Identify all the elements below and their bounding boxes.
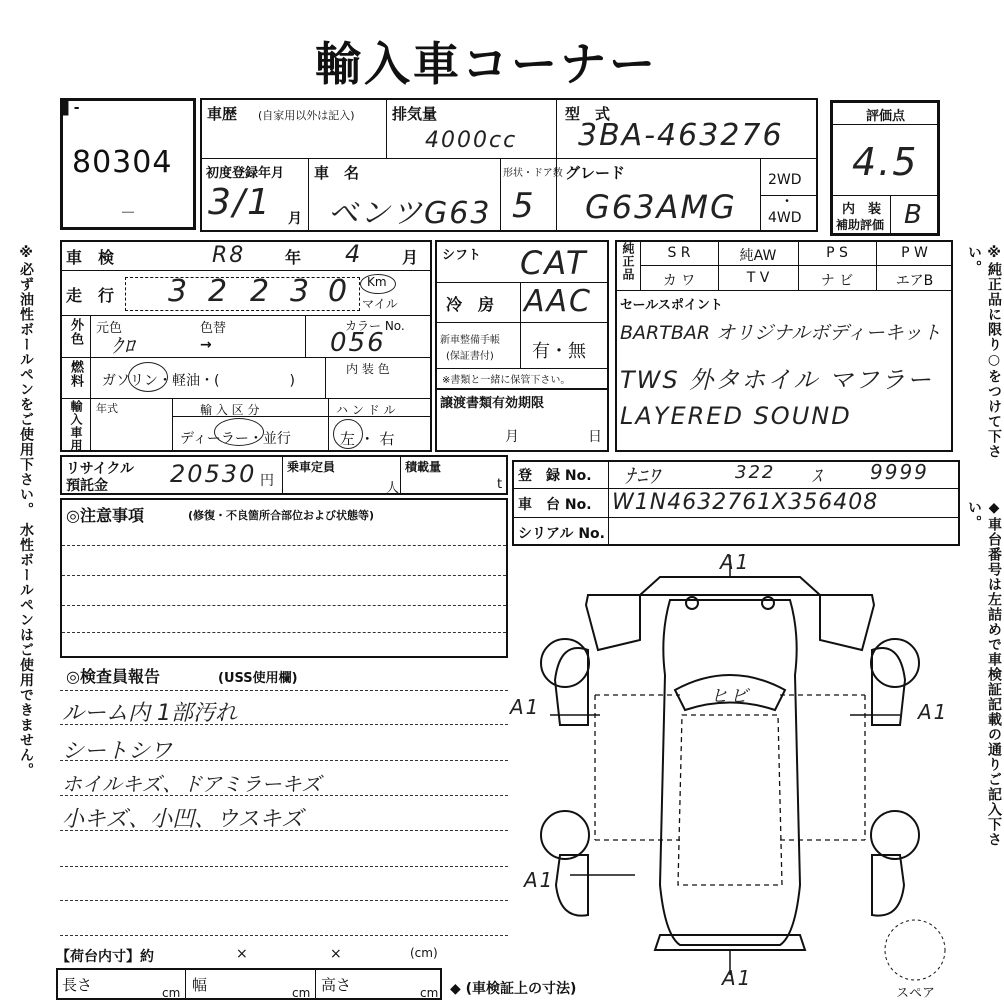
ac-value: AAC xyxy=(524,284,592,319)
lot-dash: － xyxy=(120,203,137,222)
mileage-digit-1: 3 xyxy=(168,274,190,309)
recycle-label-1: リサイクル xyxy=(66,461,135,477)
shift-label: シフト xyxy=(442,248,482,263)
car-diagram xyxy=(520,555,960,985)
sales-points-label: セールスポイント xyxy=(620,298,723,313)
interior-color-label: 内 装 色 xyxy=(346,362,390,376)
front-bumper xyxy=(640,577,820,595)
page-title: 輸入車コーナー xyxy=(315,37,658,91)
transfer-doc-label: 譲渡書類有効期限 xyxy=(440,396,545,411)
inspection-month-unit: 月 xyxy=(402,248,419,267)
reg-part-2: 322 xyxy=(735,462,776,483)
interior-label-1: 内 装 xyxy=(842,202,882,217)
headlight-left xyxy=(686,597,698,609)
mileage-label: 走 行 xyxy=(66,286,115,305)
model-type-value: 3BA-463276 xyxy=(578,118,784,153)
left-rear-panel xyxy=(556,855,588,916)
reg-part-4: 9999 xyxy=(870,460,929,484)
history-label: 車歴 xyxy=(207,105,238,123)
import-year-label: 年式 xyxy=(96,402,118,415)
lot-corner-mark: ▌- xyxy=(63,100,80,116)
exterior-label: 外色 xyxy=(68,318,83,346)
car-name-label: 車 名 xyxy=(314,164,360,182)
right-side-panel xyxy=(820,595,874,650)
mileage-digit-5: 0 xyxy=(328,274,350,309)
displacement-label: 排気量 xyxy=(392,105,438,123)
equip-leather: カ ワ xyxy=(662,273,696,289)
wheel-rear-right xyxy=(871,811,919,859)
equipment-label: 純正品 xyxy=(621,242,635,281)
grade-value: G63AMG xyxy=(585,188,737,226)
handle-label: ハ ン ド ル xyxy=(336,403,396,417)
car-name-value: ベンツG63 xyxy=(328,196,492,231)
drive-4wd: 4WD xyxy=(768,210,802,226)
chassis-label: 車 台 No. xyxy=(518,497,592,513)
lot-number: 80304 xyxy=(72,145,173,180)
chassis-value: W1N4632761X356408 xyxy=(612,490,879,515)
doors-value: 5 xyxy=(512,186,536,226)
dims-note: ◆ (車検証上の寸法) xyxy=(450,981,577,997)
left-side-panel xyxy=(586,595,640,650)
inspection-year-unit: 年 xyxy=(285,248,302,267)
wheel-rear-left xyxy=(541,811,589,859)
sales-point-1: BARTBAR オリジナルボディーキット xyxy=(620,322,942,344)
handle-left-circle xyxy=(333,419,363,449)
headlight-right xyxy=(762,597,774,609)
spare-tire xyxy=(885,920,945,980)
inspector-line-4: 小キズ、小凹、ウスキズ xyxy=(62,807,304,832)
right-rear-panel xyxy=(872,855,904,916)
first-reg-label: 初度登録年月 xyxy=(206,166,285,181)
inspection-label: 車 検 xyxy=(66,248,115,267)
load-unit: t xyxy=(497,477,503,492)
inspector-line-2: シートシワ xyxy=(62,739,173,764)
score-value: 4.5 xyxy=(852,140,919,184)
grade-label: グレード xyxy=(565,164,626,182)
maint-label-1: 新車整備手帳 xyxy=(440,335,500,346)
drive-2wd: 2WD xyxy=(768,172,802,188)
first-reg-value: 3/1 xyxy=(208,182,272,223)
damage-mark-rear: A1 xyxy=(722,966,753,990)
recycle-label-2: 預託金 xyxy=(66,478,108,494)
drive-dot: ・ xyxy=(781,194,794,208)
sales-point-2: TWS 外タホイル マフラー xyxy=(620,366,933,394)
serial-label: シリアル No. xyxy=(518,526,605,542)
equip-sr: S R xyxy=(667,245,691,261)
color-no-label: カラー No. xyxy=(345,319,405,333)
wheel-front-left xyxy=(541,639,589,687)
side-note-left: ※必ず油性ボールペンをご使用下さい。 水性ボールペンはご使用できません。 xyxy=(18,245,34,778)
fuel-label: 燃料 xyxy=(68,360,83,388)
damage-mark-left: A1 xyxy=(510,695,541,719)
dims-length: 長さ xyxy=(62,976,93,994)
repaint-arrow: → xyxy=(200,337,212,353)
score-label: 評価点 xyxy=(866,109,906,124)
wheel-front-right xyxy=(871,639,919,687)
load-label: 積載量 xyxy=(405,460,442,474)
inspection-month: 4 xyxy=(345,240,363,268)
equip-airbag: エアB xyxy=(895,273,934,289)
damage-mark-front: A1 xyxy=(720,550,751,574)
dims-length-unit: cm xyxy=(162,986,181,1000)
dims-block xyxy=(56,968,442,1000)
dims-height-unit: cm xyxy=(420,986,439,1000)
sales-point-3: LAYERED SOUND xyxy=(620,402,852,430)
capacity-label: 乗車定員 xyxy=(287,460,336,474)
dims-height: 高さ xyxy=(321,976,352,994)
spare-label: スペア xyxy=(896,986,936,1001)
fuel-options: ガソリン・軽油・( ) xyxy=(102,373,295,389)
interior-value: B xyxy=(904,200,924,230)
orig-color-value: ｸﾛ xyxy=(112,334,136,358)
cargo-unit: (cm) xyxy=(410,946,438,960)
model-type-label: 型 式 xyxy=(565,105,611,123)
inspector-line-1: ルーム内 1部汚れ xyxy=(62,701,237,726)
notes-label: ◎注意事項 xyxy=(66,506,144,525)
mileage-unit-km: Km xyxy=(367,275,387,289)
side-note-right-top: ※純正品に限り○をつけて下さい。 xyxy=(966,245,1002,459)
equip-tv: T V xyxy=(746,270,770,286)
dims-width-unit: cm xyxy=(292,986,311,1000)
registration-label: 登 録 No. xyxy=(518,468,592,484)
interior-label-2: 補助評価 xyxy=(836,218,885,232)
color-no-value: 056 xyxy=(330,328,386,358)
inspection-era: R8 xyxy=(212,243,246,268)
equip-pw: P W xyxy=(901,245,928,261)
side-note-right-bottom: ◆車台番号は左詰めで車検証記載の通りご記入下さい。 xyxy=(966,500,1002,847)
recycle-value: 20530 xyxy=(170,460,257,488)
maint-options: 有・無 xyxy=(532,341,586,362)
orig-color-label: 元色 xyxy=(96,321,123,336)
repaint-label: 色替 xyxy=(200,321,227,336)
damage-mark-rear-left: A1 xyxy=(524,868,555,892)
equip-aw: 純AW xyxy=(739,248,777,264)
reg-part-3: ｽ xyxy=(812,466,823,487)
windshield-damage: ヒビ xyxy=(710,686,750,707)
maint-label-2: (保証書付) xyxy=(446,351,494,362)
transfer-doc-month: 月 xyxy=(505,429,519,445)
mileage-unit-mile: マイル xyxy=(362,297,398,311)
equip-navi: ナ ビ xyxy=(820,273,854,289)
import-class-label: 輸 入 区 分 xyxy=(200,403,260,417)
damage-mark-right: A1 xyxy=(918,700,949,724)
displacement-value: 4000cc xyxy=(425,128,518,153)
reg-part-1: ﾅﾆﾜ xyxy=(625,464,661,488)
import-label: 輸入車用 xyxy=(69,400,83,452)
dealer-circle xyxy=(214,418,264,446)
handle-options: 左 ・ 右 xyxy=(340,430,395,448)
cargo-x1: × xyxy=(236,946,248,962)
cargo-label: 【荷台内寸】約 xyxy=(56,949,154,965)
transfer-doc-day: 日 xyxy=(588,429,602,445)
dims-width: 幅 xyxy=(192,976,208,994)
history-note: (自家用以外は記入) xyxy=(258,109,355,122)
inspector-line-3: ホイルキズ、ドアミラーキズ xyxy=(62,772,322,796)
mileage-digit-2: 2 xyxy=(208,274,230,309)
cargo-x2: × xyxy=(330,946,342,962)
inspector-label: ◎検査員報告 xyxy=(66,667,160,686)
ac-label: 冷 房 xyxy=(446,295,495,314)
roof-outline xyxy=(678,715,782,885)
import-class-options: ディーラー・並行 xyxy=(180,431,291,447)
equip-ps: P S xyxy=(826,245,848,261)
maint-note: ※書類と一緒に保管下さい。 xyxy=(442,375,571,386)
recycle-unit: 円 xyxy=(260,473,274,489)
doors-label: 形状・ドア数 xyxy=(503,168,563,179)
inspector-sub: (USS使用欄) xyxy=(218,671,298,686)
fuel-gasoline-circle xyxy=(128,362,168,392)
notes-sub: (修復・不良箇所合部位および状態等) xyxy=(188,509,375,522)
shift-value: CAT xyxy=(520,244,588,282)
capacity-unit: 人 xyxy=(386,481,400,496)
first-reg-unit: 月 xyxy=(288,211,302,227)
mileage-digit-3: 2 xyxy=(250,274,272,309)
mileage-digit-4: 3 xyxy=(290,274,312,309)
